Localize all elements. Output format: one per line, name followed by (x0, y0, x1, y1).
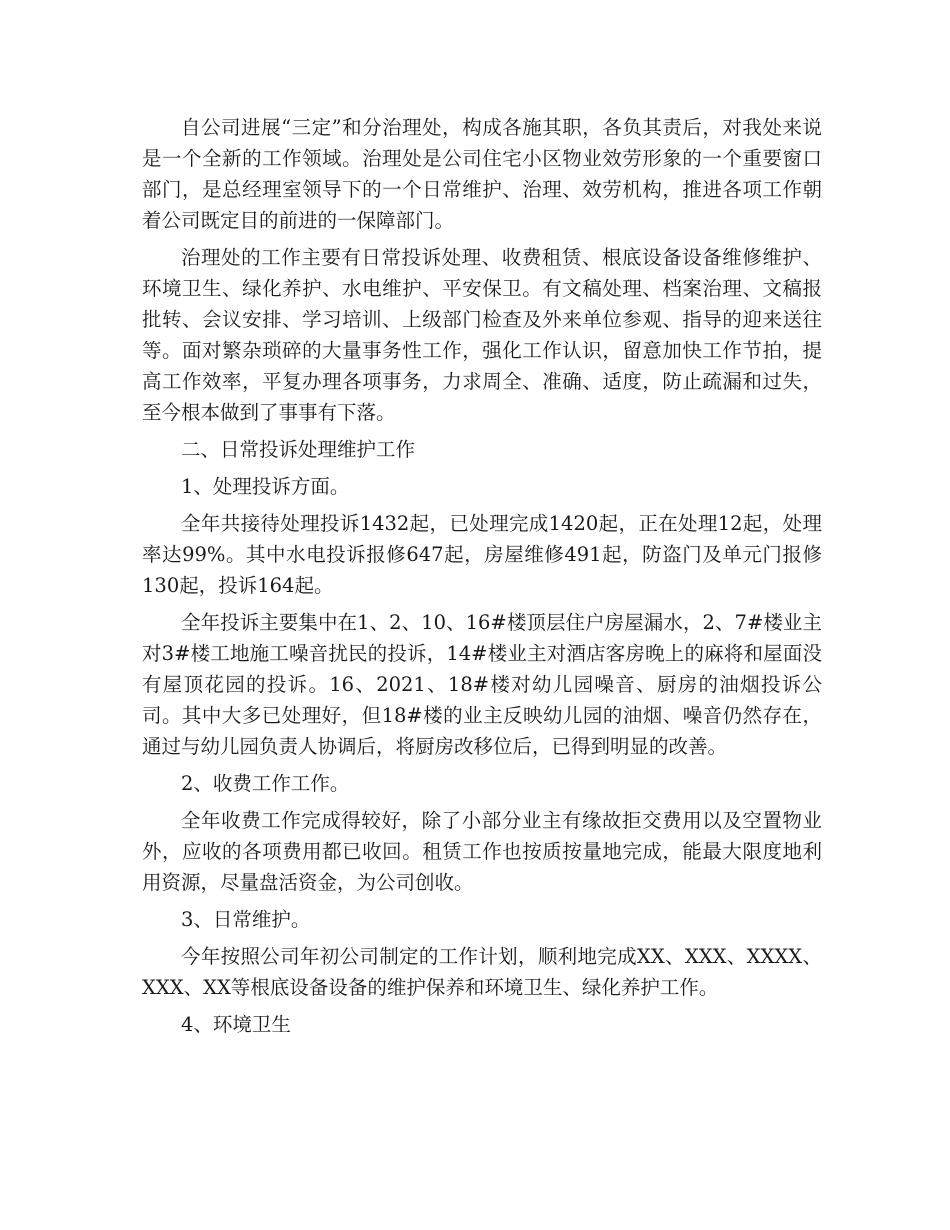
paragraph-fee-collection: 全年收费工作完成得较好，除了小部分业主有缘故拒交费用以及空置物业外，应收的各项费用都已收回。租赁工作也按质按量地完成，能最大限度地利用资源，尽量盘活资金，为公司创收。 (142, 809, 822, 894)
paragraph-complaint-details: 全年投诉主要集中在1、2、10、16#楼顶层住户房屋漏水，2、7#楼业主对3#楼工地施工噪音扰民的投诉，14#楼业主对酒店客房晚上的麻将和屋面没有屋顶花园的投诉。16、2021、18#楼对幼儿园噪音、厨房的油烟投诉公司。其中大多已处理好，但18#楼的业主反映幼儿园的油烟、噪音仍然存在，通过与幼儿园负责人协调后，将厨房改移位后，已得到明显的改善。 (142, 611, 822, 758)
paragraph-complaint-stats: 全年共接待处理投诉1432起，已处理完成1420起，正在处理12起，处理率达99%。其中水电投诉报修647起，房屋维修491起，防盗门及单元门报修130起，投诉164起。 (142, 512, 822, 597)
subheading-complaint-handling: 1、处理投诉方面。 (181, 475, 350, 498)
section-heading-complaints: 二、日常投诉处理维护工作 (181, 438, 416, 461)
document-page (142, 112, 822, 1046)
paragraph-duties: 治理处的工作主要有日常投诉处理、收费租赁、根底设备设备维修维护、环境卫生、绿化养护、水电维护、平安保卫。有文稿处理、档案治理、文稿报批转、会议安排、学习培训、上级部门检查及外来单位参观、指导的迎来送往等。面对繁杂琐碎的大量事务性工作，强化工作认识，留意加快工作节拍，提高工作效率，平复办理各项事务，力求周全、准确、适度，防止疏漏和过失，至今根本做到了事事有下落。 (142, 246, 822, 424)
subheading-fee-collection: 2、收费工作工作。 (181, 772, 350, 795)
paragraph-intro: 自公司进展“三定”和分治理处，构成各施其职，各负其责后，对我处来说是一个全新的工作领域。治理处是公司住宅小区物业效劳形象的一个重要窗口部门，是总经理室领导下的一个日常维护、治理、效劳机构，推进各项工作朝着公司既定目的前进的一保障部门。 (142, 116, 822, 232)
paragraph-daily-maintenance: 今年按照公司年初公司制定的工作计划，顺利地完成XX、XXX、XXXX、XXX、XX等根底设备设备的维护保养和环境卫生、绿化养护工作。 (142, 945, 822, 999)
subheading-daily-maintenance: 3、日常维护。 (181, 908, 311, 931)
subheading-environment: 4、环境卫生 (181, 1013, 291, 1036)
